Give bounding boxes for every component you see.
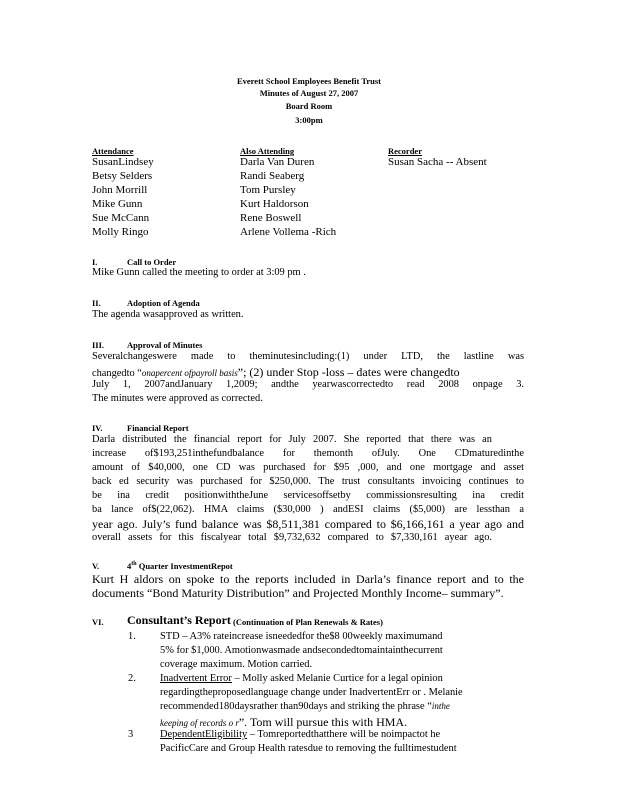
section-text-line: back ed security was purchased for $250,000. The trust consultants invoicing continues to (92, 476, 524, 487)
section-title: Consultant’s Report (127, 613, 231, 627)
section-text-line: ba lance of$(22,062). HMA claims ($30,000 ) andESI claims ($5,000) are lessthan a (92, 504, 524, 515)
list-item-line: regardingtheproposedlanguage change under InadvertentErr or . Melanie (160, 687, 463, 698)
also-attending-name: Kurt Haldorson (240, 198, 309, 210)
section-number: VI. (92, 617, 104, 627)
list-item-line: keeping of records o r”. Tom will pursue this with HMA. (160, 715, 408, 729)
list-item-number: 3 (128, 729, 134, 740)
section-text-line: The minutes were approved as corrected. (92, 393, 263, 404)
section-text-line: July 1, 2007andJanuary 1,2009; andthe yearwascorrectedto read 2008 onpage 3. (92, 379, 524, 390)
also-attending-name: Randi Seaberg (240, 170, 305, 182)
section-text-line: year ago. July’s fund balance was $8,511,381 compared to $6,166,161 a year ago and (92, 517, 524, 531)
header-trust-name: Everett School Employees Benefit Trust (236, 76, 381, 86)
section-number: II. (92, 298, 101, 308)
section-text-line: Darla distributed the financial report for July 2007. She reported that there was an (92, 434, 492, 445)
attendee-name: Molly Ringo (92, 226, 149, 238)
section-text-line: increase of$193,251inthefundbalance for themonth ofJuly. One CDmaturedinthe (92, 448, 524, 459)
section-text-line: Severalchangeswere made to theminutesincluding:(1) under LTD, the lastline was (92, 351, 524, 362)
list-item-line: DependentEligibility – Tomreportedthatthere will be noimpactot he (160, 729, 441, 740)
section-text-line: Kurt H aldors on spoke to the reports included in Darla’s finance report and to the (92, 572, 524, 586)
list-item-line: PacificCare and Group Health ratesdue to removing the fulltimestudent (160, 743, 457, 754)
list-item-line: recommended180daysrather than90days and striking the phrase “inthe (160, 701, 450, 712)
header-time: 3:00pm (295, 115, 323, 125)
list-item-line: coverage maximum. Motion carried. (160, 659, 313, 670)
header-location: Board Room (285, 101, 333, 111)
also-attending-name: Tom Pursley (240, 184, 296, 196)
section-text: Mike Gunn called the meeting to order at 3:09 pm . (92, 267, 306, 278)
header-meeting-date: Minutes of August 27, 2007 (259, 88, 359, 98)
section-number: IV. (92, 423, 103, 433)
section-number: V. (92, 561, 100, 571)
list-item-line: Inadvertent Error – Molly asked Melanie Curtice for a legal opinion (160, 673, 443, 684)
section-number: III. (92, 340, 105, 350)
section-text-line: changedto “onapercent ofpayroll basis”; (2) under Stop -loss – dates were changedto (92, 365, 460, 379)
attendee-name: John Morrill (92, 184, 148, 196)
section-text-line: documents “Bond Maturity Distribution” and Projected Monthly Income– summary”. (92, 586, 504, 600)
section-text: The agenda wasapproved as written. (92, 309, 244, 320)
section-subtitle: (Continuation of Plan Renewals & Rates) (233, 617, 383, 627)
list-item-line: STD – A3% rateincrease isneededfor the$8 00weekly maximumand (160, 631, 443, 642)
attendee-name: Betsy Selders (92, 170, 153, 182)
section-title: Adoption of Agenda (127, 298, 200, 308)
also-attending-name: Darla Van Duren (240, 156, 315, 168)
attendance-heading: Attendance (92, 146, 134, 156)
list-item-line: 5% for $1,000. Amotionwasmade andsecondedtomaintainthecurrent (160, 645, 443, 656)
section-text-line: overall assets for this fiscalyear total $9,732,632 compared to $7,330,161 ayear ago. (92, 532, 492, 543)
also-attending-name: Rene Boswell (240, 212, 302, 224)
list-item-number: 2. (128, 673, 136, 684)
recorder-name: Susan Sacha -- Absent (388, 156, 487, 168)
section-number: I. (92, 257, 98, 267)
section-title: Financial Report (127, 423, 189, 433)
section-text-line: be ina credit positionwiththeJune servicesoffsetby commissionsresulting ina credit (92, 490, 524, 501)
attendee-name: Mike Gunn (92, 198, 143, 210)
list-item-number: 1. (128, 631, 136, 642)
recorder-heading: Recorder (388, 146, 422, 156)
section-text-line: amount of $40,000, one CD was purchased for $95 ,000, and one mortgage and asset (92, 462, 524, 473)
section-title: Call to Order (127, 257, 177, 267)
also-attending-name: Arlene Vollema -Rich (240, 226, 337, 238)
section-title: Approval of Minutes (127, 340, 203, 350)
section-title: 4th Quarter InvestmentRepot (127, 561, 233, 571)
attendee-name: Sue McCann (92, 212, 150, 224)
also-attending-heading: Also Attending (240, 146, 295, 156)
attendee-name: SusanLindsey (92, 156, 154, 168)
